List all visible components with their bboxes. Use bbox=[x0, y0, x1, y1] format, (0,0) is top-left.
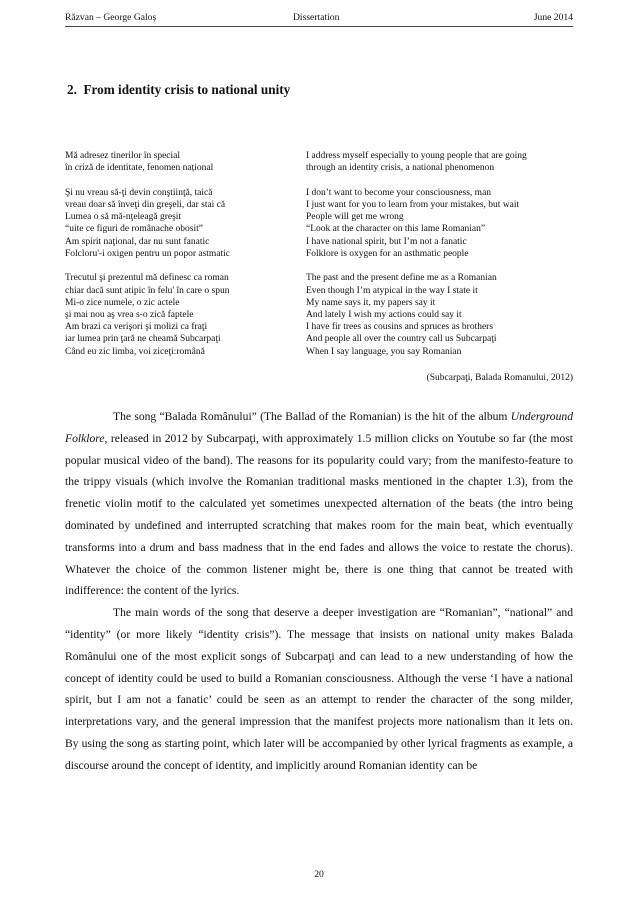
poem-line: şi mai nou aş vrea s-o zică faptele bbox=[65, 310, 194, 321]
paragraph-text: The song “Balada Românului” (The Ballad of the Romanian) is the hit of the album bbox=[113, 410, 511, 423]
running-header bbox=[65, 12, 573, 27]
poem-line: I have fir trees as cousins and spruces as brothers bbox=[306, 322, 494, 333]
poem-line: Mă adresez tinerilor în special bbox=[65, 151, 181, 161]
poem-line: Când eu zic limba, voi ziceţi:română bbox=[65, 346, 205, 357]
poem-translation-column bbox=[306, 150, 576, 370]
poem-line: Mi-o zice numele, o zic actele bbox=[65, 297, 180, 308]
poem-translation-stanza bbox=[306, 272, 576, 357]
poem-original-stanza bbox=[65, 272, 300, 357]
poem-line: Lumea o să mă-nţeleagă greşit bbox=[65, 212, 182, 223]
poem-line: I just want for you to learn from your mistakes, but wait bbox=[306, 200, 520, 210]
header-date: June 2014 bbox=[533, 12, 573, 23]
poem-line: When I say language, you say Romanian bbox=[306, 346, 462, 357]
body-text bbox=[65, 406, 573, 777]
poem-line: My name says it, my papers say it bbox=[306, 297, 436, 308]
paragraph: The main words of the song that deserve a deeper investigation are “Romanian”, “national” and “identity” (or more likely “identity crisis”). The message that insists on national unity makes Balada Românului one of the most explicit songs of Subcarpaţi and can lead to a new understanding of how the concept of identity could be used to build a Romanian consciousness. Although the verse ‘I have a national spirit, but I am not a fanatic’ could be seen as an attempt to render the character of the song milder, interpretations vary, and the general impression that the manifest projects more nationalism than it lets on. By using the song as starting point, which later will be accompanied by other lyrical fragments as example, a discourse around the concept of identity, and implicitly around Romanian identity can be bbox=[65, 606, 573, 772]
poem-line: Am spirit naţional, dar nu sunt fanatic bbox=[65, 236, 210, 247]
poem-translation-stanza bbox=[306, 187, 576, 260]
section-title-text: From identity crisis to national unity bbox=[83, 82, 291, 97]
poem-line: And people all over the country call us Subcarpaţi bbox=[306, 334, 497, 345]
poem-line: Folcloru'-i oxigen pentru un popor astmatic bbox=[65, 248, 231, 259]
poem-line: Folklore is oxygen for an asthmatic people bbox=[306, 248, 469, 259]
poem-line: The past and the present define me as a Romanian bbox=[306, 273, 497, 284]
poem-line: People will get me wrong bbox=[306, 212, 404, 223]
poem-line: And lately I wish my actions could say it bbox=[306, 310, 462, 321]
page-number: 20 bbox=[314, 869, 324, 880]
poem-original-stanza bbox=[65, 187, 300, 260]
poem-line: I address myself especially to young people that are going bbox=[306, 151, 527, 161]
poem-translation-stanza bbox=[306, 150, 576, 174]
paragraph bbox=[65, 406, 573, 602]
poem-line: I have national spirit, but I’m not a fanatic bbox=[306, 236, 467, 247]
poem-line: Even though I’m atypical in the way I state it bbox=[306, 285, 478, 296]
poem-line: Am brazi ca verişori şi molizi ca fraţi bbox=[65, 322, 208, 333]
header-author: Răzvan – George Galoș bbox=[65, 12, 157, 23]
poem-original-column bbox=[65, 150, 300, 370]
poem-line: vreau doar să înveţi din greşeli, dar stai că bbox=[65, 200, 226, 210]
poem-line: în criză de identitate, fenomen național bbox=[65, 163, 214, 174]
poem-line: iar lumea prin ţară ne cheamă Subcarpaţi bbox=[65, 334, 221, 345]
paragraph-text: , released in 2012 by Subcarpaţi, with approximately 1.5 million clicks on Youtube so far (the most popular musical video of the band). The reasons for its popularity could vary; from the manifesto-feature to the trippy visuals (which involve the Romanian traditional masks mentioned in the chapter 1.3), from the frenetic violin motif to the calculated yet sometimes unexpected alternation of the beats (the intro being dominated by undefined and interrupted scratching that makes room for the main beat, which eventually transforms into a drum and bass madness that in the end fades and allows the voice to restate the chorus). Whatever the choice of the common listener might be, there is one thing that cannot be treated with indifference: the content of the lyrics. bbox=[65, 431, 573, 598]
poem-line: “uite ce figuri de românache obosit” bbox=[65, 224, 203, 235]
poem-original-stanza bbox=[65, 150, 300, 174]
section-title bbox=[67, 82, 290, 98]
poem-line: “Look at the character on this lame Romanian” bbox=[306, 224, 486, 235]
header-doc-type: Dissertation bbox=[293, 12, 340, 23]
poem-citation: (Subcarpaţi, Balada Romanului, 2012) bbox=[426, 373, 573, 383]
album-title: Underground Folklore bbox=[65, 410, 573, 445]
poem-line: Şi nu vreau să-ţi devin conştiinţă, taică bbox=[65, 187, 213, 198]
poem-line: chiar dacă sunt atipic în felu' în care o spun bbox=[65, 285, 230, 296]
poem-line: Trecutul şi prezentul mă definesc ca roman bbox=[65, 273, 229, 284]
poem-line: I don’t want to become your consciousness, man bbox=[306, 187, 492, 198]
poem-line: through an identity crisis, a national phenomenon bbox=[306, 163, 495, 174]
section-number: 2. bbox=[67, 82, 77, 97]
